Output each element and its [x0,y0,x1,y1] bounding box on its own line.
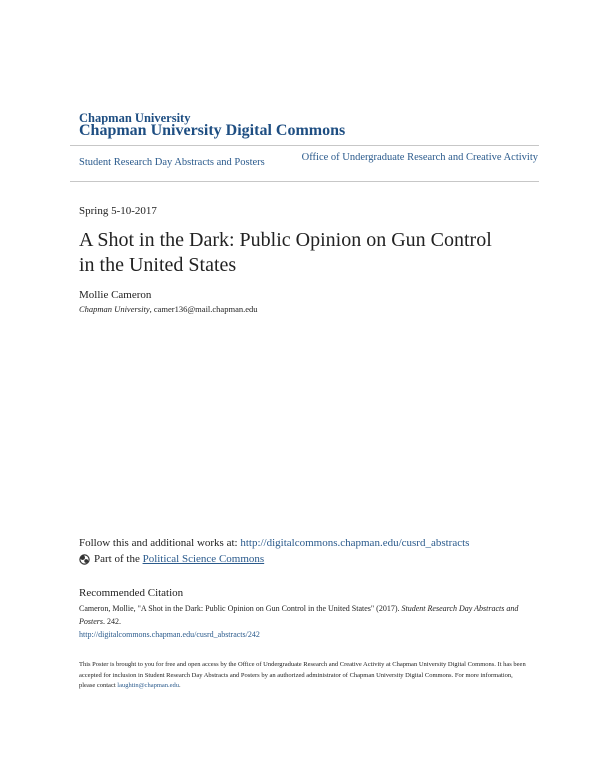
affiliation-institution: Chapman University [79,304,150,314]
follow-label: Follow this and additional works at: [79,537,241,549]
department-link[interactable]: Office of Undergraduate Research and Creative Activity [301,152,538,163]
repository-link[interactable]: Chapman University Digital Commons [79,122,346,139]
divider-top [70,145,539,146]
citation-series: Student Research Day Abstracts and Posters [79,604,519,626]
part-of-line [79,553,264,565]
part-of-label: Part of the [94,553,140,565]
contact-email-link[interactable]: laughtin@chapman.edu [117,682,180,689]
author-affiliation [79,304,258,314]
network-icon [79,554,90,565]
citation-url-link[interactable]: http://digitalcommons.chapman.edu/cusrd_abstracts/242 [79,630,260,639]
document-title: A Shot in the Dark: Public Opinion on Gun Control in the United States [79,229,492,276]
divider-bottom [70,181,539,182]
publication-date: Spring 5-10-2017 [79,205,157,217]
citation-number: . 242. [103,617,121,626]
access-notice [79,660,529,692]
citation-plain: Cameron, Mollie, "A Shot in the Dark: Public Opinion on Gun Control in the United States" (2017). [79,604,402,613]
citation-heading: Recommended Citation [79,587,184,599]
citation-text [79,602,524,641]
notice-text: This Poster is brought to you for free and open access by the Office of Undergraduate Research and Creative Activity at Chapman University Digital Commons. It has been accepted for inclusion in Student Research Day Abstracts and Posters by an authorized administrator of Chapman University Digital Commons. For more information, please contact [79,661,526,689]
affiliation-email: , camer136@mail.chapman.edu [149,304,258,314]
collection-url-link[interactable]: http://digitalcommons.chapman.edu/cusrd_abstracts [240,537,470,549]
institution-name: Chapman University [79,111,191,125]
author-name: Mollie Cameron [79,289,152,301]
notice-end: . [179,682,181,689]
follow-line [79,537,469,549]
discipline-link[interactable]: Political Science Commons [142,553,265,565]
series-link[interactable]: Student Research Day Abstracts and Posters [79,157,265,168]
